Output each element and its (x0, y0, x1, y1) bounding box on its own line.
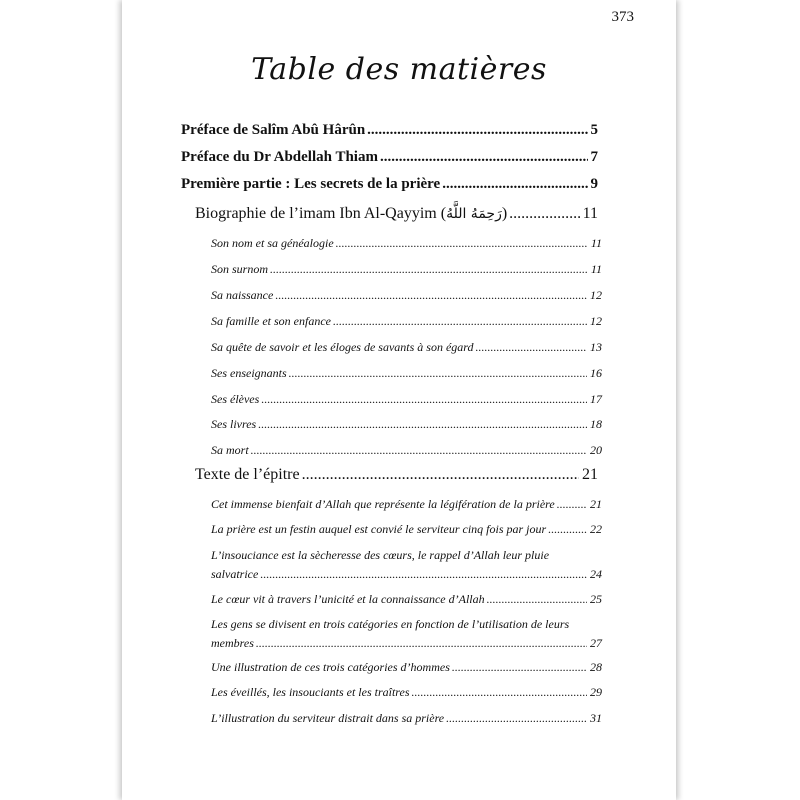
toc-entry-page: 16 (590, 366, 602, 380)
dot-leader (380, 149, 588, 166)
toc-entry-title: Cet immense bienfait d’Allah que représente la légifération de la prière (211, 497, 555, 511)
dot-leader (452, 660, 587, 675)
toc-entry (211, 617, 602, 651)
toc-entry-title: Préface de Salîm Abû Hârûn (181, 122, 366, 138)
dot-leader (412, 685, 587, 700)
dot-leader (270, 262, 588, 277)
toc-entry (181, 176, 598, 193)
toc-entry-title: Sa quête de savoir et les éloges de savants à son égard (211, 340, 474, 354)
toc-entry (211, 417, 602, 432)
toc-entry (211, 366, 602, 381)
toc-entry (211, 340, 602, 355)
toc-entry-title: Ses enseignants (211, 366, 287, 380)
toc-entry (211, 497, 602, 512)
toc-entry (211, 522, 602, 537)
toc-entry (211, 314, 602, 329)
toc-entry (181, 149, 598, 166)
toc-entry-page: 12 (590, 314, 602, 328)
toc-entry-page: 17 (590, 392, 602, 406)
dot-leader (333, 314, 587, 329)
toc-entry-page: 29 (590, 685, 602, 699)
toc-entry (211, 392, 602, 407)
toc-entry (211, 660, 602, 675)
toc-entry-title: Son surnom (211, 262, 269, 276)
dot-leader (275, 288, 587, 303)
toc-entry-page: 27 (590, 636, 602, 650)
toc-entry-title: Préface du Dr Abdellah Thiam (181, 149, 378, 165)
toc-entry-page: 18 (590, 417, 602, 431)
dot-leader (302, 466, 579, 484)
page-title: Table des matières (251, 52, 547, 87)
toc-entry (211, 288, 602, 303)
toc-entry (211, 685, 602, 700)
toc-entry-page: 22 (590, 522, 602, 536)
toc-entry (211, 236, 602, 251)
toc-entry-title: L’illustration du serviteur distrait dans sa prière (211, 711, 445, 725)
toc-entry-page: 11 (590, 262, 602, 276)
dot-leader (251, 443, 587, 458)
dot-leader (548, 522, 587, 537)
toc-entry (211, 592, 602, 607)
toc-entry-title-continued: salvatrice (211, 567, 259, 581)
toc-entry-title: Sa mort (211, 443, 249, 457)
toc-entry (181, 122, 598, 139)
dot-leader (261, 392, 587, 407)
toc-entry-page: 21 (582, 466, 598, 483)
toc-entry-page: 28 (590, 660, 602, 674)
dot-leader (367, 122, 587, 139)
book-page (122, 0, 676, 800)
toc-entry-title: La prière est un festin auquel est convié le serviteur cinq fois par jour (211, 522, 547, 536)
toc-entry-title: L’insouciance est la sècheresse des cœurs, le rappel d’Allah leur pluie (211, 548, 550, 562)
toc-entry (195, 205, 598, 223)
toc-entry-title: Sa famille et son enfance (211, 314, 331, 328)
dot-leader (487, 592, 587, 607)
dot-leader (289, 366, 587, 381)
toc-entry-title: Biographie de l’imam Ibn Al-Qayyim ( (195, 205, 447, 222)
toc-entry-title: Son nom et sa généalogie (211, 236, 334, 250)
toc-entry (195, 466, 598, 484)
toc-entry-page: 24 (590, 567, 602, 581)
toc-entry-title: Première partie : Les secrets de la prière (181, 176, 441, 192)
dot-leader (336, 236, 588, 251)
toc-entry-title: Texte de l’épitre (195, 466, 300, 483)
toc-entry-title: Les gens se divisent en trois catégories en fonction de l’utilisation de leurs (211, 617, 570, 631)
toc-entry-page: 25 (590, 592, 602, 606)
toc-entry-title: Ses livres (211, 417, 257, 431)
arabic-honorific: رَحِمَهُ اللَّهُ (446, 206, 502, 222)
dot-leader (557, 497, 587, 512)
toc-entry-page: 7 (590, 149, 598, 165)
dot-leader (476, 340, 587, 355)
dot-leader (446, 711, 587, 726)
toc-entry-page: 20 (590, 443, 602, 457)
toc-entry-title: Sa naissance (211, 288, 274, 302)
dot-leader (442, 176, 587, 193)
toc-entry-title: Les éveillés, les insouciants et les traîtres (211, 685, 410, 699)
toc-entry-page: 9 (590, 176, 598, 192)
toc-entry-page: 12 (590, 288, 602, 302)
toc-entry (211, 548, 602, 582)
dot-leader (256, 636, 587, 651)
toc-entry-page: 11 (590, 236, 602, 250)
toc-entry-page: 21 (590, 497, 602, 511)
toc-entry-page: 11 (582, 205, 598, 222)
toc-entry-title: Une illustration de ces trois catégories d’hommes (211, 660, 450, 674)
toc-entry (211, 711, 602, 726)
toc-entry-page: 5 (590, 122, 598, 138)
page-number: 373 (611, 9, 634, 25)
toc-entry-title: Le cœur vit à travers l’unicité et la connaissance d’Allah (211, 592, 485, 606)
toc-entry-title-continued: membres (211, 636, 254, 650)
toc-entry-title: Ses élèves (211, 392, 260, 406)
toc-entry-title-close: ) (501, 205, 508, 222)
toc-entry (211, 262, 602, 277)
dot-leader (260, 567, 587, 582)
toc-entry-page: 31 (590, 711, 602, 725)
dot-leader (258, 417, 587, 432)
toc-entry-page: 13 (590, 340, 602, 354)
toc-entry (211, 443, 602, 458)
dot-leader (509, 205, 579, 223)
